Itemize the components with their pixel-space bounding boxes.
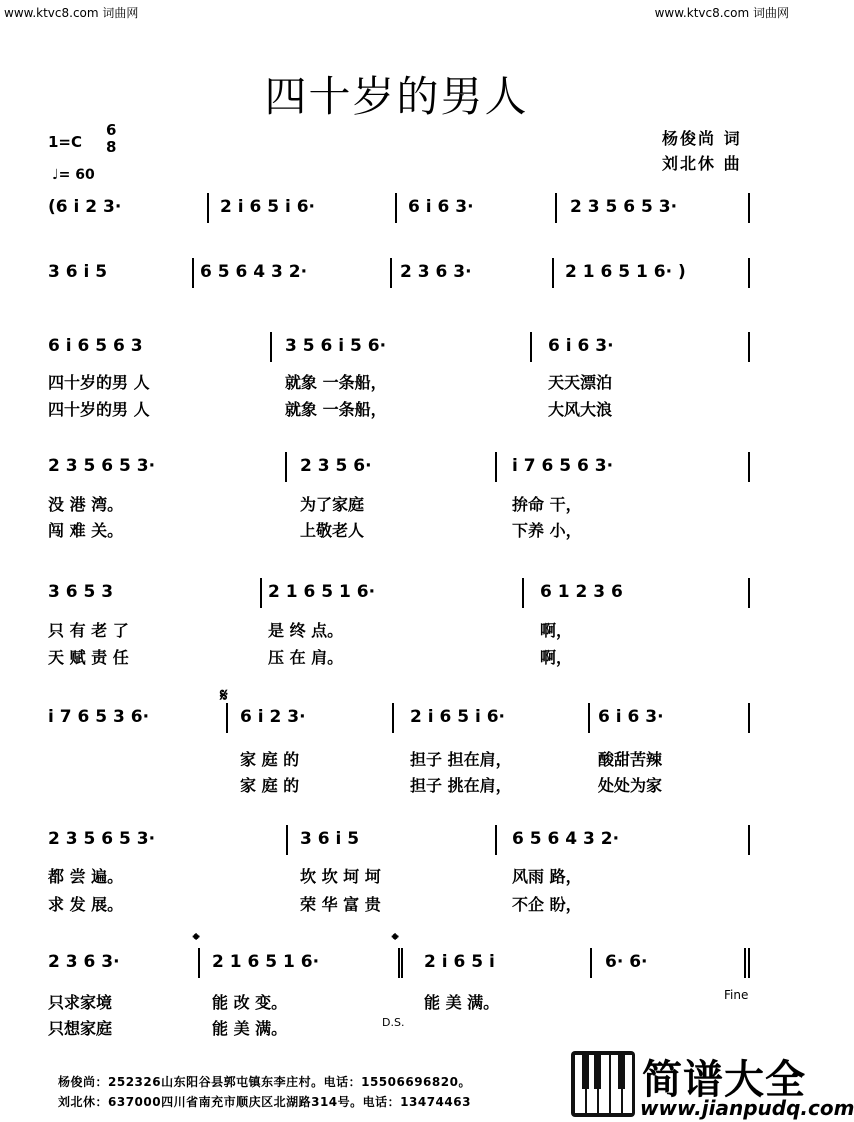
lyric-line-2: 求 发 展。 (48, 895, 124, 914)
lyric-line-1: 只求家境 (48, 993, 113, 1012)
measure-notes: 2 3 5 6 5 3· (48, 456, 156, 476)
lyric-line-1: 啊， (540, 621, 573, 640)
barline (270, 332, 272, 362)
lyric-line-2: 处处为家 (598, 776, 663, 795)
lyric-line-1: 四十岁的男 人 (48, 373, 150, 392)
lyric-line-1: 天天漂泊 (548, 373, 613, 392)
measure-notes: 6· 6· (605, 952, 648, 972)
lyric-line-1: 担子 担在肩， (410, 750, 512, 769)
measure-notes: 6 i 6 3· (548, 336, 614, 356)
lyric-line-2: 能 美 满。 (212, 1019, 288, 1038)
barline (744, 948, 746, 978)
measure-notes: 2 1 6 5 1 6· (268, 582, 376, 602)
site-logo (570, 1048, 854, 1122)
barline (198, 948, 200, 978)
measure-notes: 3 6 i 5 (300, 829, 360, 849)
lyric-line-2: 大风大浪 (548, 400, 613, 419)
lyric-line-2: 天 赋 责 任 (48, 648, 129, 667)
barline (748, 258, 750, 288)
measure-notes: 2 3 6 3· (400, 262, 472, 282)
barline (748, 578, 750, 608)
measure-notes: 6 i 6 5 6 3 (48, 336, 143, 356)
lyric-line-2: 荣 华 富 贵 (300, 895, 381, 914)
barline (401, 948, 403, 978)
logo-url: www.jianpudq.com (640, 1096, 854, 1120)
measure-notes: 2 i 6 5 i 6· (410, 707, 506, 727)
barline (748, 825, 750, 855)
lyric-line-1: 都 尝 遍。 (48, 867, 124, 886)
lyric-line-2: 只想家庭 (48, 1019, 113, 1038)
fine-marking: Fine (724, 988, 749, 1002)
barline (398, 948, 400, 978)
barline (495, 825, 497, 855)
measure-notes: 2 i 6 5 i (424, 952, 495, 972)
tempo-value: = 60 (58, 167, 95, 183)
measure-notes: 2 1 6 5 1 6· (212, 952, 320, 972)
barline (395, 193, 397, 223)
lyric-line-2: 下养 小， (512, 521, 582, 540)
composer-credit: 刘北休 曲 (662, 154, 742, 173)
barline (552, 258, 554, 288)
barline (207, 193, 209, 223)
measure-notes: 6 i 6 3· (598, 707, 664, 727)
composer-contact: 刘北休：637000四川省南充市顺庆区北湖路314号。电话：13474463 (58, 1095, 471, 1109)
measure-notes: (6 i 2 3· (48, 197, 122, 217)
lyric-line-1: 酸甜苦辣 (598, 750, 663, 769)
measure-notes: 6 5 6 4 3 2· (200, 262, 308, 282)
barline (555, 193, 557, 223)
ds-marking: D.S. (382, 1016, 405, 1029)
barline (590, 948, 592, 978)
watermark-left: www.ktvc8.com 词曲网 (4, 6, 139, 20)
barline (748, 703, 750, 733)
measure-notes: i 7 6 5 3 6· (48, 707, 150, 727)
measure-notes: 6 1 2 3 6 (540, 582, 623, 602)
barline (392, 703, 394, 733)
barline (192, 258, 194, 288)
logo-text: 简谱大全 (642, 1057, 806, 1103)
lyric-line-1: 就象 一条船， (285, 373, 387, 392)
barline (748, 193, 750, 223)
barline (748, 452, 750, 482)
barline (748, 332, 750, 362)
key-signature: 1=C (48, 133, 83, 151)
song-title: 四十岁的男人 (264, 72, 529, 121)
lyricist-credit: 杨俊尚 词 (662, 129, 742, 148)
barline (260, 578, 262, 608)
lyric-line-1: 风雨 路， (512, 867, 582, 886)
segno-sign: 𝄋 (220, 685, 228, 706)
barline (748, 948, 750, 978)
lyric-line-2: 担子 挑在肩， (410, 776, 512, 795)
lyric-line-2: 闯 难 关。 (48, 521, 124, 540)
measure-notes: 6 i 2 3· (240, 707, 306, 727)
barline (285, 452, 287, 482)
measure-notes: 2 3 5 6 5 3· (48, 829, 156, 849)
lyric-line-1: 坎 坎 坷 坷 (300, 867, 381, 886)
measure-notes: 2 3 6 3· (48, 952, 120, 972)
lyric-line-2: 四十岁的男 人 (48, 400, 150, 419)
lyric-line-1: 只 有 老 了 (48, 621, 129, 640)
lyric-line-2: 啊， (540, 648, 573, 667)
measure-notes: 3 6 i 5 (48, 262, 108, 282)
lyric-line-2: 不企 盼， (512, 895, 582, 914)
barline (495, 452, 497, 482)
time-signature (106, 122, 116, 156)
barline (390, 258, 392, 288)
time-numerator: 6 (106, 121, 117, 139)
lyric-line-1: 为了家庭 (300, 495, 365, 514)
measure-notes: 2 3 5 6· (300, 456, 372, 476)
lyric-line-2: 家 庭 的 (240, 776, 300, 795)
lyric-line-2: 就象 一条船， (285, 400, 387, 419)
measure-notes: 3 5 6 i 5 6· (285, 336, 387, 356)
measure-notes: 3 6 5 3 (48, 582, 114, 602)
watermark-right: www.ktvc8.com 词曲网 (654, 6, 789, 20)
lyric-line-1: 家 庭 的 (240, 750, 300, 769)
lyric-line-1: 拚命 干， (512, 495, 582, 514)
measure-notes: 2 1 6 5 1 6· ) (565, 262, 686, 282)
lyric-line-2: 压 在 肩。 (268, 648, 344, 667)
measure-notes: 2 i 6 5 i 6· (220, 197, 316, 217)
lyricist-contact: 杨俊尚：252326山东阳谷县郭屯镇东李庄村。电话：15506696820。 (58, 1075, 471, 1089)
barline (588, 703, 590, 733)
lyric-line-1: 能 改 变。 (212, 993, 288, 1012)
tempo-marking (52, 167, 95, 183)
barline (286, 825, 288, 855)
measure-notes: i 7 6 5 6 3· (512, 456, 614, 476)
coda-sign: 𝄌 (193, 930, 200, 951)
measure-notes: 6 i 6 3· (408, 197, 474, 217)
quarter-note-icon: ♩ (52, 167, 59, 183)
barline (226, 703, 228, 733)
barline (530, 332, 532, 362)
time-denominator: 8 (106, 138, 117, 156)
measure-notes: 6 5 6 4 3 2· (512, 829, 620, 849)
measure-notes: 2 3 5 6 5 3· (570, 197, 678, 217)
lyric-line-1: 没 港 湾。 (48, 495, 124, 514)
piano-keys-icon (570, 1050, 636, 1120)
lyric-line-1: 能 美 满。 (424, 993, 500, 1012)
lyric-line-1: 是 终 点。 (268, 621, 344, 640)
coda-sign: 𝄌 (392, 930, 399, 951)
lyric-line-2: 上敬老人 (300, 521, 365, 540)
barline (522, 578, 524, 608)
